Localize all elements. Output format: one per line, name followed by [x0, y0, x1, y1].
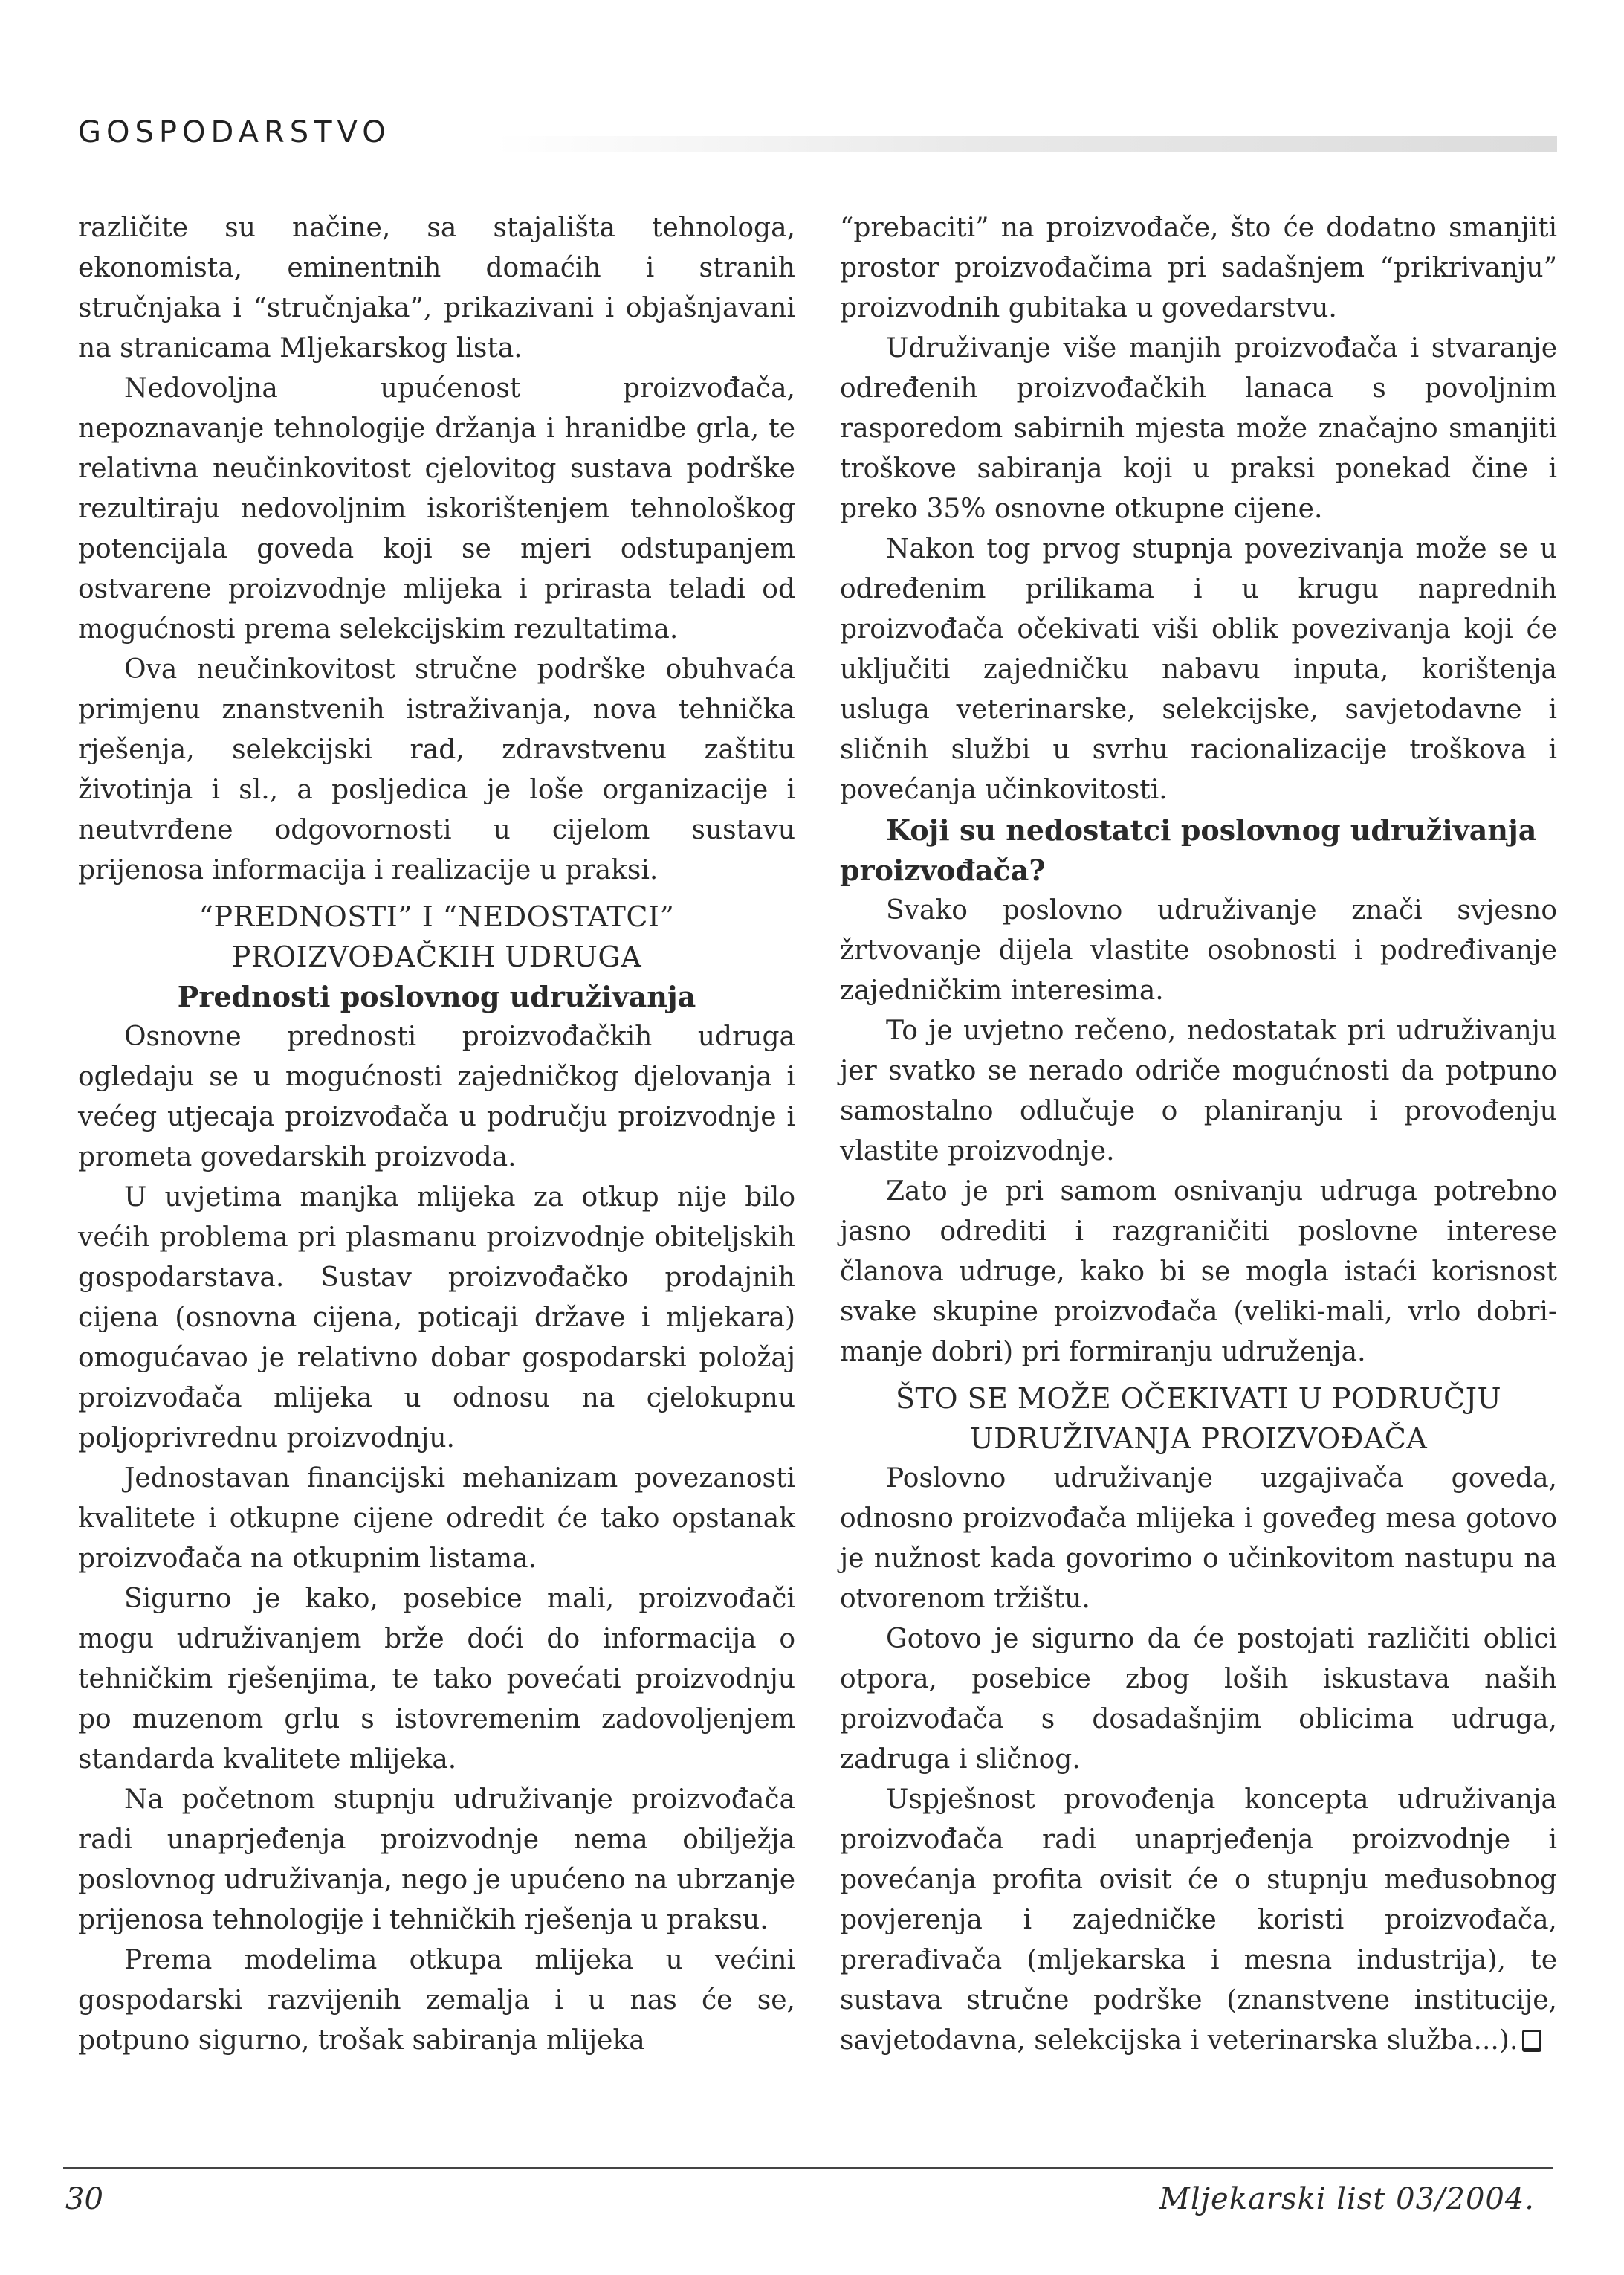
paragraph: Nedovoljna upućenost proizvođača, nepoznavanje tehnologije držanja i hranidbe grla, te relativna neučinkovitost cjelovitog sustava podrške rezultiraju nedovoljnim iskorištenjem tehnološkog potencijala goveda koji se mjeri odstupanjem ostvarene proizvodnje mlijeka i prirasta teladi od mogućnosti prema selekcijskim rezultatima. — [78, 373, 795, 645]
end-of-article-icon — [1522, 2030, 1541, 2052]
page-header — [78, 115, 1565, 160]
paragraph: Udruživanje više manjih proizvođača i stvaranje određenih proizvođačkih lanaca s povoljnim rasporedom sabirnih mjesta može značajno smanjiti troškove sabiranja koji u praksi ponekad čine i preko 35% osnovne otkupne cijene. — [840, 333, 1557, 524]
paragraph: Prema modelima otkupa mlijeka u većini gospodarski razvijenih zemalja i u nas će se, potpuno sigurno, trošak sabiranja mlijeka — [78, 1945, 795, 2056]
paragraph: Svako poslovno udruživanje znači svjesno žrtvovanje dijela vlastite osobnosti i podređivanje zajedničkim interesima. — [840, 895, 1557, 1006]
subsection-heading: Prednosti poslovnog udruživanja — [177, 980, 696, 1013]
paragraph: Nakon tog prvog stupnja povezivanja može se u određenim prilikama i u krugu naprednih proizvođača očekivati viši oblik povezivanja koji će uključiti zajedničku nabavu inputa, korištenja usluga veterinarske, selekcijske, savjetodavne i sličnih službi u svrhu racionalizacije troškova i povećanja učinkovitosti. — [840, 534, 1557, 805]
paragraph: “prebaciti” na proizvođače, što će dodatno smanjiti prostor proizvođačima pri sadašnjem “prikrivanju” proizvodnih gubitaka u govedarstvu. — [840, 213, 1557, 323]
paragraph: Jednostavan financijski mehanizam povezanosti kvalitete i otkupne cijene odredit će tako opstanak proizvođača na otkupnim listama. — [78, 1463, 795, 1574]
subsection-heading: Koji su nedostatci poslovnog udruživanja proizvođača? — [840, 813, 1537, 887]
section-heading: ŠTO SE MOŽE OČEKIVATI U PODRUČJU UDRUŽIVANJA PROIZVOĐAČA — [895, 1382, 1502, 1455]
paragraph-text: Uspješnost provođenja koncepta udruživanja proizvođača radi unaprjeđenja proizvodnje i povećanja profita ovisit će o stupnju međusobnog povjerenja i zajedničke koristi proizvođača, prerađivača (mljekarska i mesna industrija), te sustava stručne podrške (znanstvene institucije, savjetodavna, selekcijska i veterinarska služba...). — [840, 1784, 1557, 2056]
paragraph: To je uvjetno rečeno, nedostatak pri udruživanju jer svatko se nerado odriče mogućnosti da potpuno samostalno odlučuje o planiranju i provođenju vlastite proizvodnje. — [840, 1016, 1557, 1166]
footer-rule — [63, 2167, 1553, 2169]
paragraph: Sigurno je kako, posebice mali, proizvođači mogu udruživanjem brže doći do informacija o tehničkim rješenjima, te tako povećati proizvodnju po muzenom grlu s istovremenim zadovoljenjem standarda kvalitete mlijeka. — [78, 1584, 795, 1775]
paragraph: U uvjetima manjka mlijeka za otkup nije bilo većih problema pri plasmanu proizvodnje obiteljskih gospodarstava. Sustav proizvođačko prodajnih cijena (osnovna cijena, poticaji države i mljekara) omogućavao je relativno dobar gospodarski položaj proizvođača mlijeka u odnosu na cjelokupnu poljoprivrednu proizvodnju. — [78, 1182, 795, 1453]
paragraph: Gotovo je sigurno da će postojati različiti oblici otpora, posebice zbog loših iskustava naših proizvođača s dosadašnjim oblicima udruga, zadruga i sličnog. — [840, 1624, 1557, 1775]
paragraph: Na početnom stupnju udruživanje proizvođača radi unaprjeđenja proizvodnje nema obilježja poslovnog udruživanja, nego je upućeno na ubrzanje prijenosa tehnologije i tehničkih rješenja u praksu. — [78, 1784, 795, 1935]
paragraph: Poslovno udruživanje uzgajivača goveda, odnosno proizvođača mlijeka i goveđeg mesa gotovo je nužnost kada govorimo o učinkovitom nastupu na otvorenom tržištu. — [840, 1463, 1557, 1614]
journal-issue: Mljekarski list 03/2004. — [1159, 2182, 1535, 2216]
header-rule — [494, 136, 1557, 152]
section-title: GOSPODARSTVO — [78, 115, 391, 149]
right-column — [840, 208, 1557, 2061]
section-heading: “PREDNOSTI” I “NEDOSTATCI” PROIZVOĐAČKIH UDRUGA — [198, 900, 675, 973]
paragraph: Ova neučinkovitost stručne podrške obuhvaća primjenu znanstvenih istraživanja, nova tehnička rješenja, selekcijski rad, zdravstvenu zaštitu životinja i sl., a posljedica je loše organizacije i neutvrđene odgovornosti u cijelom sustavu prijenosa informacija i realizacije u praksi. — [78, 654, 795, 885]
page-number: 30 — [65, 2182, 103, 2216]
last-paragraph — [840, 1780, 1557, 2061]
paragraph: Osnovne prednosti proizvođačkih udruga ogledaju se u mogućnosti zajedničkog djelovanja i većeg utjecaja proizvođača u području proizvodnje i prometa govedarskih proizvoda. — [78, 1022, 795, 1172]
paragraph: različite su načine, sa stajališta tehnologa, ekonomista, eminentnih domaćih i stranih stručnjaka i “stručnjaka”, prikazivani i objašnjavani na stranicama Mljekarskog lista. — [78, 213, 795, 364]
left-column — [78, 208, 795, 2061]
paragraph: Zato je pri samom osnivanju udruga potrebno jasno odrediti i razgraničiti poslovne interese članova udruge, kako bi se mogla istaći korisnost svake skupine proizvođača (veliki-mali, vrlo dobri-manje dobri) pri formiranju udruženja. — [840, 1176, 1557, 1367]
